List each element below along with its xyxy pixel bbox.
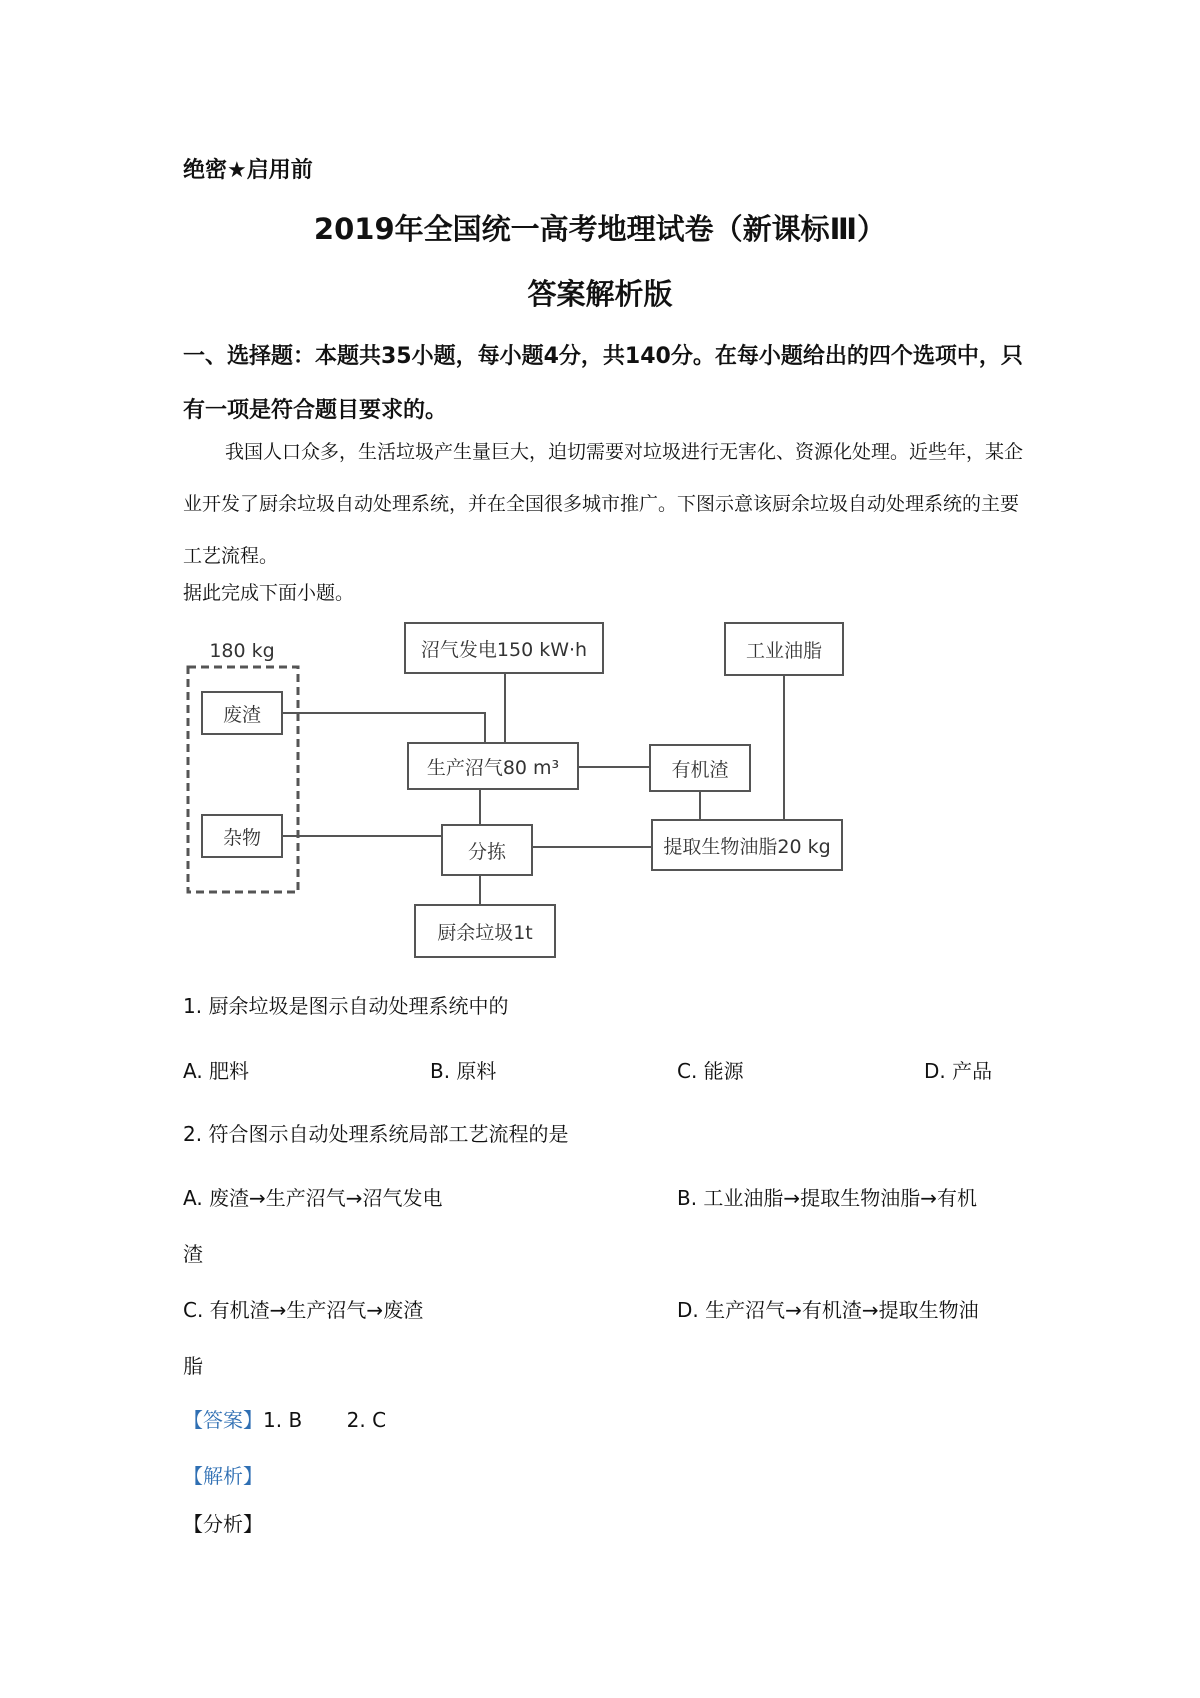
page-subtitle: 答案解析版 — [527, 277, 673, 311]
question-2-stem: 2. 符合图示自动处理系统局部工艺流程的是 — [183, 1122, 569, 1146]
question-2-option-b-wrap: 渣 — [183, 1242, 203, 1266]
question-2-option-d-wrap: 脂 — [183, 1354, 203, 1378]
question-1-option-d[interactable]: D. 产品 — [924, 1059, 993, 1083]
intro-paragraph: 我国人口众多，生活垃圾产生量巨大，迫切需要对垃圾进行无害化、资源化处理。近些年，某企业开发了厨余垃圾自动处理系统，并在全国很多城市推广。下图示意该厨余垃圾自动处理系统的主要工艺流程。 — [183, 441, 1024, 567]
process-flow-diagram — [180, 615, 860, 975]
question-2-option-d[interactable]: D. 生产沼气→有机渣→提取生物油 — [677, 1298, 979, 1322]
label-organic-residue: 有机渣 — [671, 759, 729, 781]
question-2-option-c[interactable]: C. 有机渣→生产沼气→废渣 — [183, 1298, 424, 1322]
question-1-option-a[interactable]: A. 肥料 — [183, 1059, 250, 1083]
label-kitchen-waste: 厨余垃圾1t — [437, 922, 533, 944]
secret-label: 绝密★启用前 — [183, 158, 313, 183]
answer-line — [183, 1404, 386, 1433]
line-residue-to-biogas — [282, 713, 485, 743]
question-1-option-c[interactable]: C. 能源 — [677, 1059, 744, 1083]
label-waste-residue: 废渣 — [222, 704, 262, 726]
label-industrial-oil: 工业油脂 — [745, 640, 823, 662]
label-sundries: 杂物 — [222, 827, 262, 849]
label-sorting: 分拣 — [467, 841, 507, 863]
answer-values: 1. B 2. C — [263, 1408, 387, 1432]
label-biogas-production: 生产沼气80 m³ — [426, 757, 560, 779]
question-prompt: 据此完成下面小题。 — [183, 582, 355, 604]
section-heading: 一、选择题：本题共35小题，每小题4分，共140分。在每小题给出的四个选项中，只有一项是符合题目要求的。 — [183, 344, 1023, 423]
question-1-option-b[interactable]: B. 原料 — [430, 1059, 497, 1083]
question-2-option-b[interactable]: B. 工业油脂→提取生物油脂→有机 — [677, 1186, 977, 1210]
answer-label: 【答案】 — [183, 1408, 263, 1432]
label-biogas-power: 沼气发电150 kW·h — [420, 639, 588, 661]
page-title: 2019年全国统一高考地理试卷（新课标Ⅲ） — [313, 212, 887, 246]
question-1-stem: 1. 厨余垃圾是图示自动处理系统中的 — [183, 994, 509, 1018]
fenxi-label: 【分析】 — [183, 1512, 263, 1536]
label-group-180kg: 180 kg — [209, 640, 275, 662]
label-bio-oil: 提取生物油脂20 kg — [663, 836, 831, 858]
analysis-label: 【解析】 — [183, 1464, 263, 1488]
question-2-option-a[interactable]: A. 废渣→生产沼气→沼气发电 — [183, 1186, 443, 1210]
